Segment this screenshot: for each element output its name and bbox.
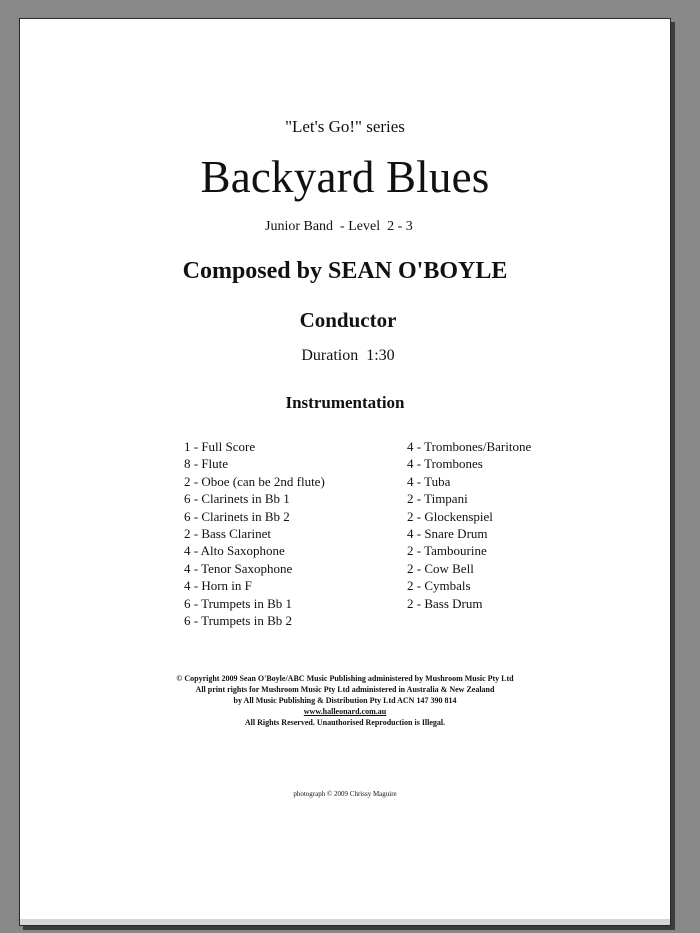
instrument-item: 2 - Timpani (407, 491, 468, 507)
instrument-item: 4 - Tenor Saxophone (184, 560, 293, 576)
instrumentation-heading: Instrumentation (285, 393, 405, 412)
instrument-item: 6 - Trumpets in Bb 2 (184, 613, 292, 629)
copyright-line: by All Music Publishing & Distribution Pty Ltd ACN 147 390 814 (233, 696, 457, 705)
composer-credit: Composed by SEAN O'BOYLE (182, 258, 508, 284)
instrument-item: 1 - Full Score (184, 439, 256, 454)
copyright-line: All print rights for Mushroom Music Pty Ltd administered in Australia & New Zealand (195, 685, 495, 694)
instrument-item: 2 - Bass Drum (407, 595, 483, 611)
instrumentation-list-right (407, 438, 531, 612)
page-footer-strip (20, 919, 670, 925)
instrument-item: 4 - Alto Saxophone (184, 543, 285, 559)
instrument-item: 4 - Tuba (407, 473, 451, 489)
instrument-item: 6 - Clarinets in Bb 2 (184, 508, 290, 524)
instrument-item: 2 - Glockenspiel (407, 508, 493, 524)
instrument-item: 4 - Snare Drum (407, 526, 488, 542)
instrument-item: 4 - Horn in F (184, 578, 252, 594)
duration-label: Duration 1:30 (301, 347, 395, 364)
instrument-item: 2 - Tambourine (407, 543, 487, 559)
photo-credit: photograph © 2009 Chrissy Maguire (293, 790, 397, 798)
instrument-item: 8 - Flute (184, 456, 229, 472)
series-label: "Let's Go!" series (285, 117, 405, 136)
instrument-item: 2 - Bass Clarinet (184, 526, 272, 542)
instrument-item: 6 - Clarinets in Bb 1 (184, 491, 290, 507)
copyright-notice (20, 673, 670, 728)
copyright-line: All Rights Reserved. Unauthorised Reproduction is Illegal. (244, 718, 446, 727)
publisher-link[interactable]: www.halleonard.com.au (303, 707, 387, 716)
instrument-item: 4 - Trombones/Baritone (407, 439, 532, 454)
copyright-line: © Copyright 2009 Sean O'Boyle/ABC Music Publishing administered by Mushroom Music Pty Ltd (176, 674, 514, 683)
instrument-item: 2 - Oboe (can be 2nd flute) (184, 473, 325, 489)
instrument-item: 2 - Cow Bell (407, 560, 474, 576)
instrumentation-list-left (184, 438, 325, 629)
instrument-item: 2 - Cymbals (407, 578, 471, 594)
part-role: Conductor (299, 308, 397, 332)
piece-title: Backyard Blues (200, 152, 490, 202)
score-page (19, 18, 671, 926)
level-subtitle: Junior Band - Level 2 - 3 (265, 219, 413, 234)
instrument-item: 6 - Trumpets in Bb 1 (184, 595, 292, 611)
instrument-item: 4 - Trombones (407, 456, 483, 472)
